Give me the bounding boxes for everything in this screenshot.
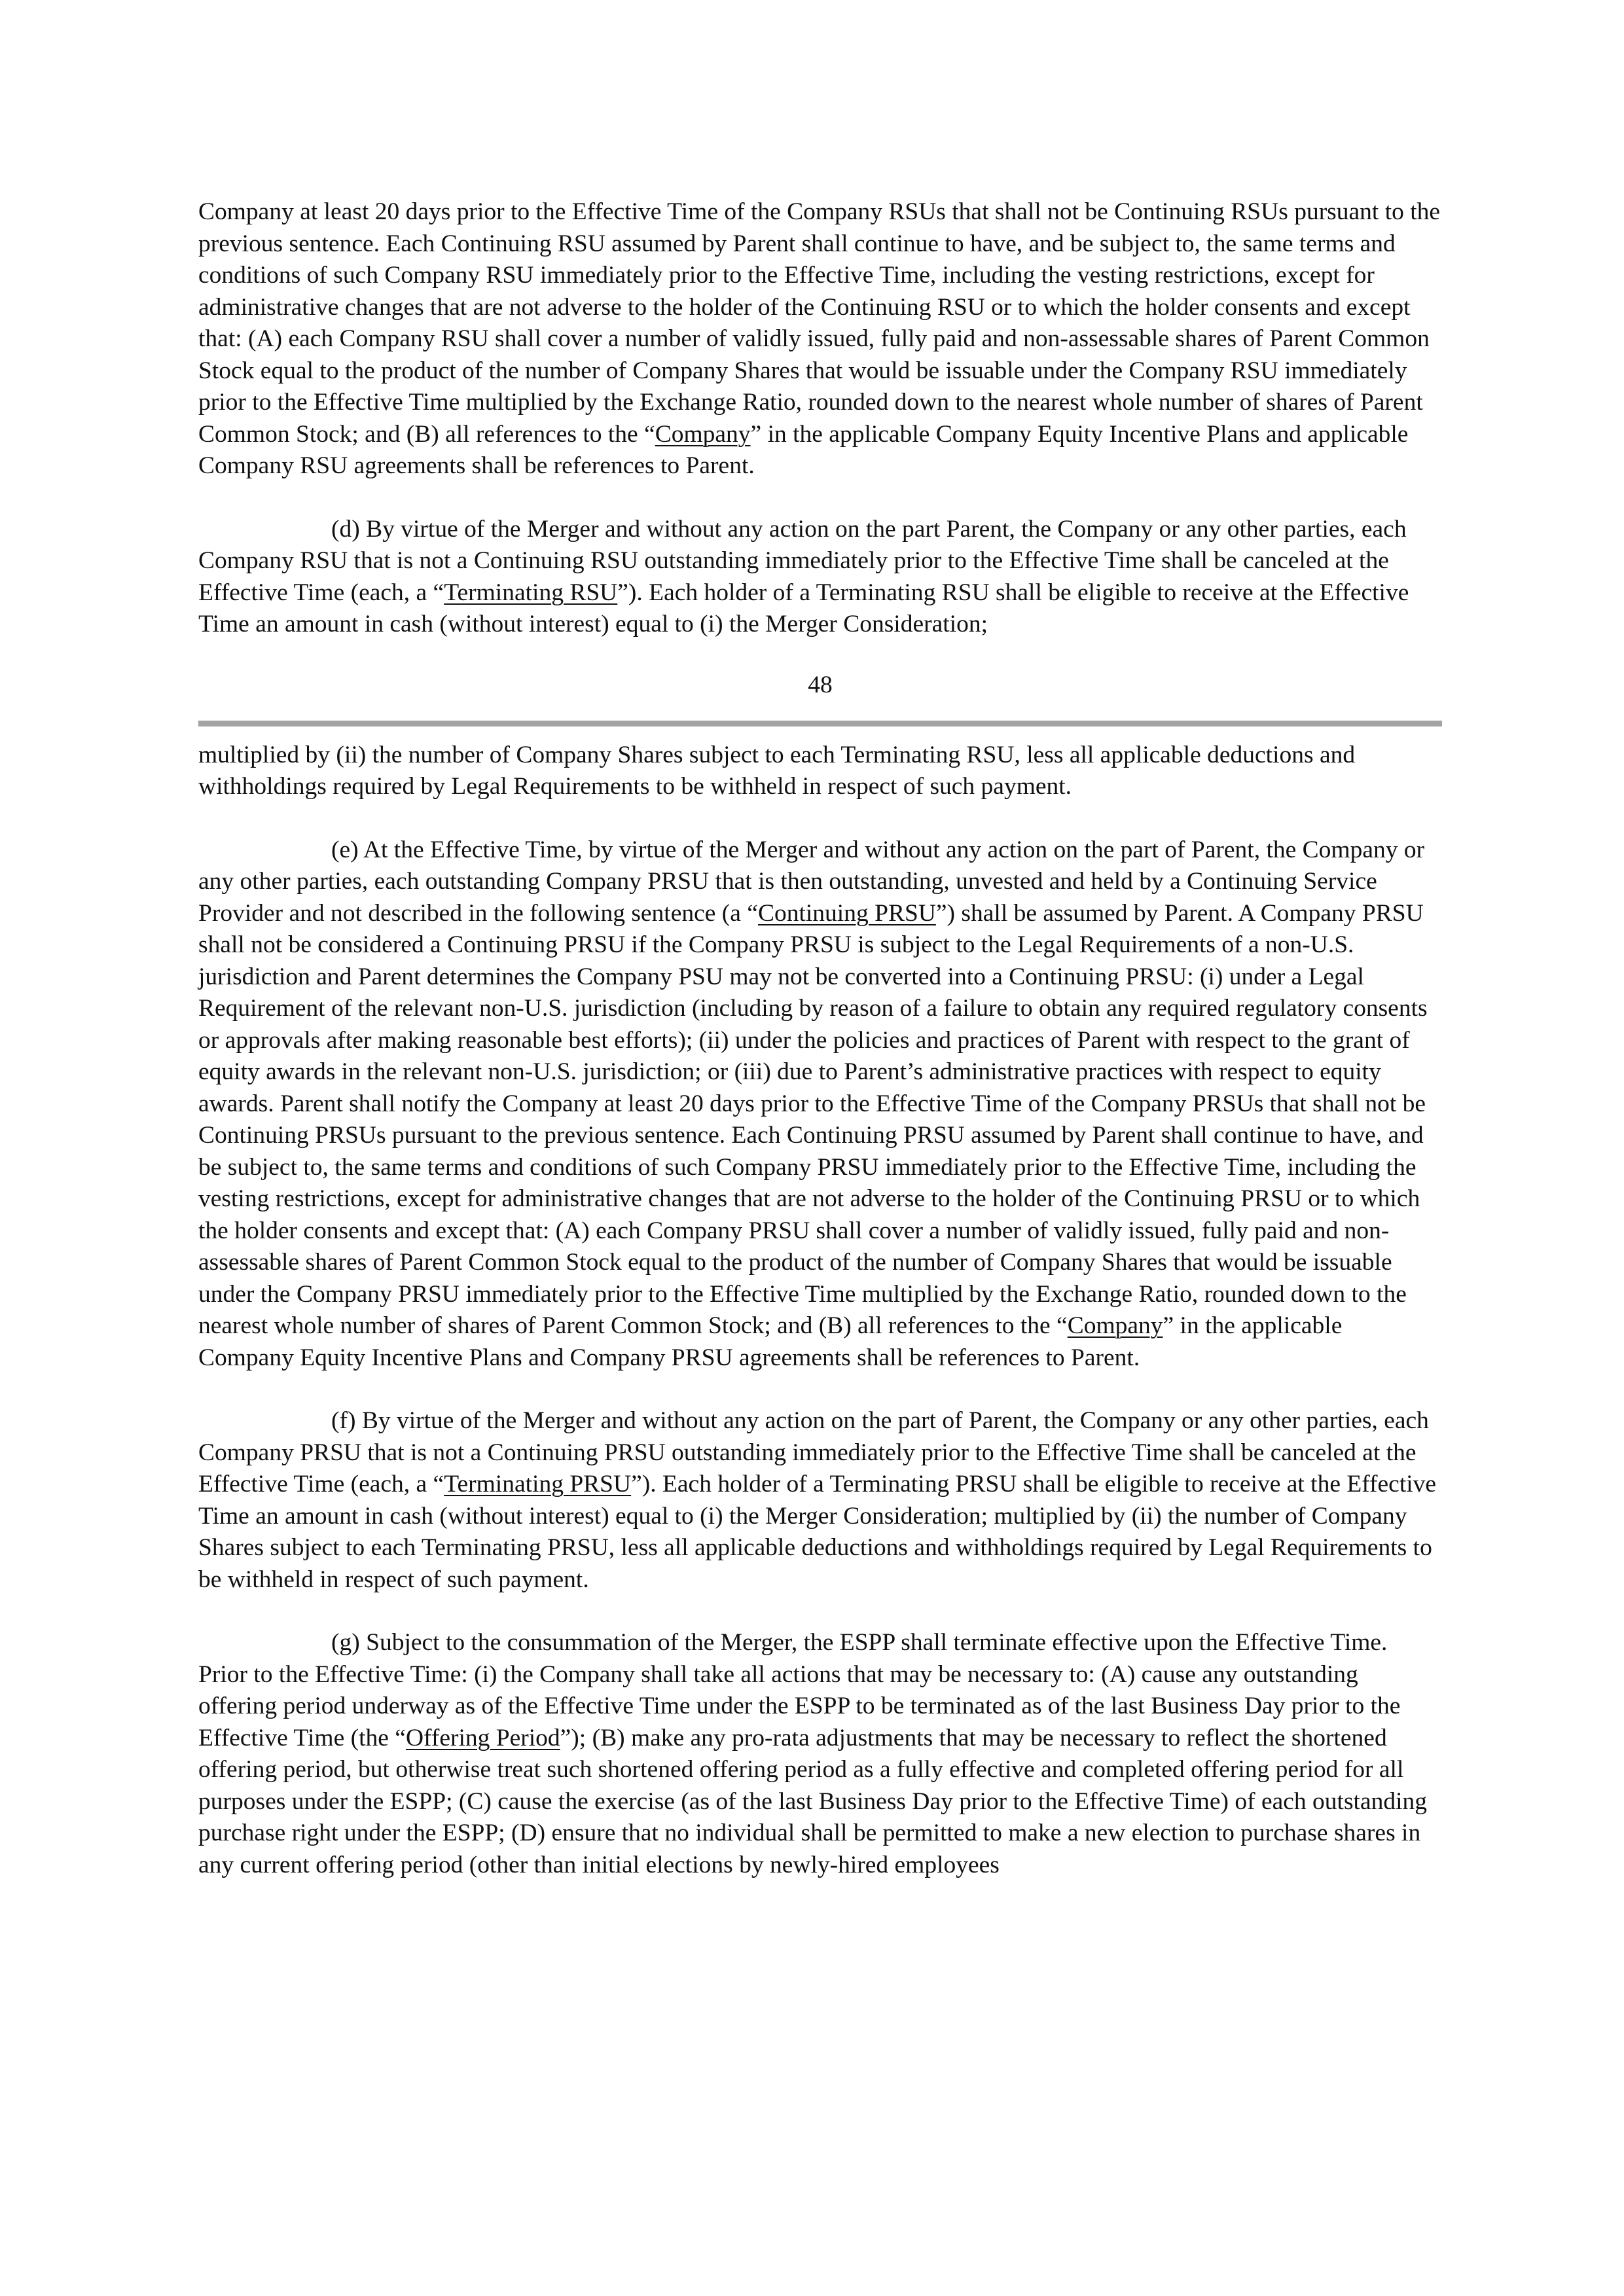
defined-term-terminating-prsu: Terminating PRSU bbox=[444, 1471, 632, 1498]
paragraph-text: Company at least 20 days prior to the Effective Time of the Company RSUs that shall not be Continuing RSUs pursuant to the previous sentence. Each Continuing RSU assumed by Parent shall continue to have, and be subject to, the same terms and conditions of such Company RSU immediately prior to the Effective Time, including the vesting restrictions, except for administrative changes that are not adverse to the holder of the Continuing RSU or to which the holder consents and except that: (A) each Company RSU shall cover a number of validly issued, fully paid and non-assessable shares of Parent Common Stock equal to the product of the number of Company Shares that would be issuable under the Company RSU immediately prior to the Effective Time multiplied by the Exchange Ratio, rounded down to the nearest whole number of shares of Parent Common Stock; and (B) all references to the “ bbox=[198, 198, 1441, 448]
defined-term-offering-period: Offering Period bbox=[405, 1724, 560, 1751]
paragraph-text: (d) By virtue of the Merger and without any action on the part Parent, the Company or any other parties, each Company RSU that is not a Continuing RSU outstanding immediately prior to the Effective Time shall be canceled at the Effective Time (each, a “ bbox=[198, 515, 1407, 606]
defined-term-company: Company bbox=[1067, 1312, 1163, 1339]
paragraph-d-continuation: multiplied by (ii) the number of Company Shares subject to each Terminating RSU, less all applicable deductions and withholdings required by Legal Requirements to be withheld in respect of such payment. bbox=[198, 741, 1356, 800]
paragraph-c-continuation bbox=[198, 196, 1442, 482]
page-number: 48 bbox=[808, 671, 833, 698]
paragraph-text: (e) At the Effective Time, by virtue of the Merger and without any action on the part of Parent, the Company or any other parties, each outstanding Company PRSU that is then outstanding, unvested and held by a Continuing Service Provider and not described in the following sentence (a “ bbox=[198, 836, 1425, 927]
defined-term-terminating-rsu: Terminating RSU bbox=[444, 579, 618, 606]
paragraph-text: ”). Each holder of a Terminating PRSU shall be eligible to receive at the Effective Time an amount in cash (without interest) equal to (i) the Merger Consideration; multiplied by (ii) the number of Company Shares subject to each Terminating PRSU, less all applicable deductions and withholdings required by Legal Requirements to be withheld in respect of such payment. bbox=[198, 1471, 1437, 1593]
defined-term-continuing-prsu: Continuing PRSU bbox=[757, 899, 936, 927]
paragraph-text: (g) Subject to the consummation of the Merger, the ESPP shall terminate effective upon the Effective Time. Prior to the Effective Time: (i) the Company shall take all actions that may be necessary to: (A) cause any outstanding offering period underway as of the Effective Time under the ESPP to be terminated as of the last Business Day prior to the Effective Time (the “ bbox=[198, 1629, 1401, 1751]
paragraph-f bbox=[198, 1405, 1442, 1596]
paragraph-text: ”); (B) make any pro-rata adjustments that may be necessary to reflect the shortened offering period, but otherwise treat such shortened offering period as a fully effective and completed offering period for all purposes under the ESPP; (C) cause the exercise (as of the last Business Day prior to the Effective Time) of each outstanding purchase right under the ESPP; (D) ensure that no individual shall be permitted to make a new election to purchase shares in any current offering period (other than initial elections by newly-hired employees bbox=[198, 1724, 1428, 1878]
paragraph-g bbox=[198, 1627, 1442, 1881]
paragraph-text: (f) By virtue of the Merger and without any action on the part of Parent, the Company or any other parties, each Company PRSU that is not a Continuing PRSU outstanding immediately prior to the Effective Time shall be canceled at the Effective Time (each, a “ bbox=[198, 1407, 1429, 1498]
paragraph-text: ”). Each holder of a Terminating RSU shall be eligible to receive at the Effective Time an amount in cash (without interest) equal to (i) the Merger Consideration; bbox=[198, 579, 1409, 637]
paragraph-text: ”) shall be assumed by Parent. A Company PRSU shall not be considered a Continuing PRSU if the Company PRSU is subject to the Legal Requirements of a non-U.S. jurisdiction and Parent determines the Company PSU may not be converted into a Continuing PRSU: (i) under a Legal Requirement of the relevant non-U.S. jurisdiction (including by reason of a failure to obtain any required regulatory consents or approvals after making reasonable best efforts); (ii) under the policies and practices of Parent with respect to the grant of equity awards in the relevant non-U.S. jurisdiction; or (iii) due to Parent’s administrative practices with respect to equity awards. Parent shall notify the Company at least 20 days prior to the Effective Time of the Company PRSUs that shall not be Continuing PRSUs pursuant to the previous sentence. Each Continuing PRSU assumed by Parent shall continue to have, and be subject to, the same terms and conditions of such Company PRSU immediately prior to the Effective Time, including the vesting restrictions, except for administrative changes that are not adverse to the holder of the Continuing PRSU or to which the holder consents and except that: (A) each Company PRSU shall cover a number of validly issued, fully paid and non-assessable shares of Parent Common Stock equal to the product of the number of Company Shares that would be issuable under the Company PRSU immediately prior to the Effective Time multiplied by the Exchange Ratio, rounded down to the nearest whole number of shares of Parent Common Stock; and (B) all references to the “ bbox=[198, 899, 1428, 1339]
document-page bbox=[198, 196, 1442, 1881]
paragraph-text: ” in the applicable Company Equity Incentive Plans and applicable Company RSU agreements shall be references to Parent. bbox=[198, 420, 1409, 479]
defined-term-company: Company bbox=[655, 420, 751, 448]
page-break-divider bbox=[198, 721, 1442, 726]
paragraph-e bbox=[198, 834, 1442, 1374]
paragraph-d bbox=[198, 514, 1442, 641]
paragraph-text: ” in the applicable Company Equity Incentive Plans and Company PRSU agreements shall be references to Parent. bbox=[198, 1312, 1343, 1371]
